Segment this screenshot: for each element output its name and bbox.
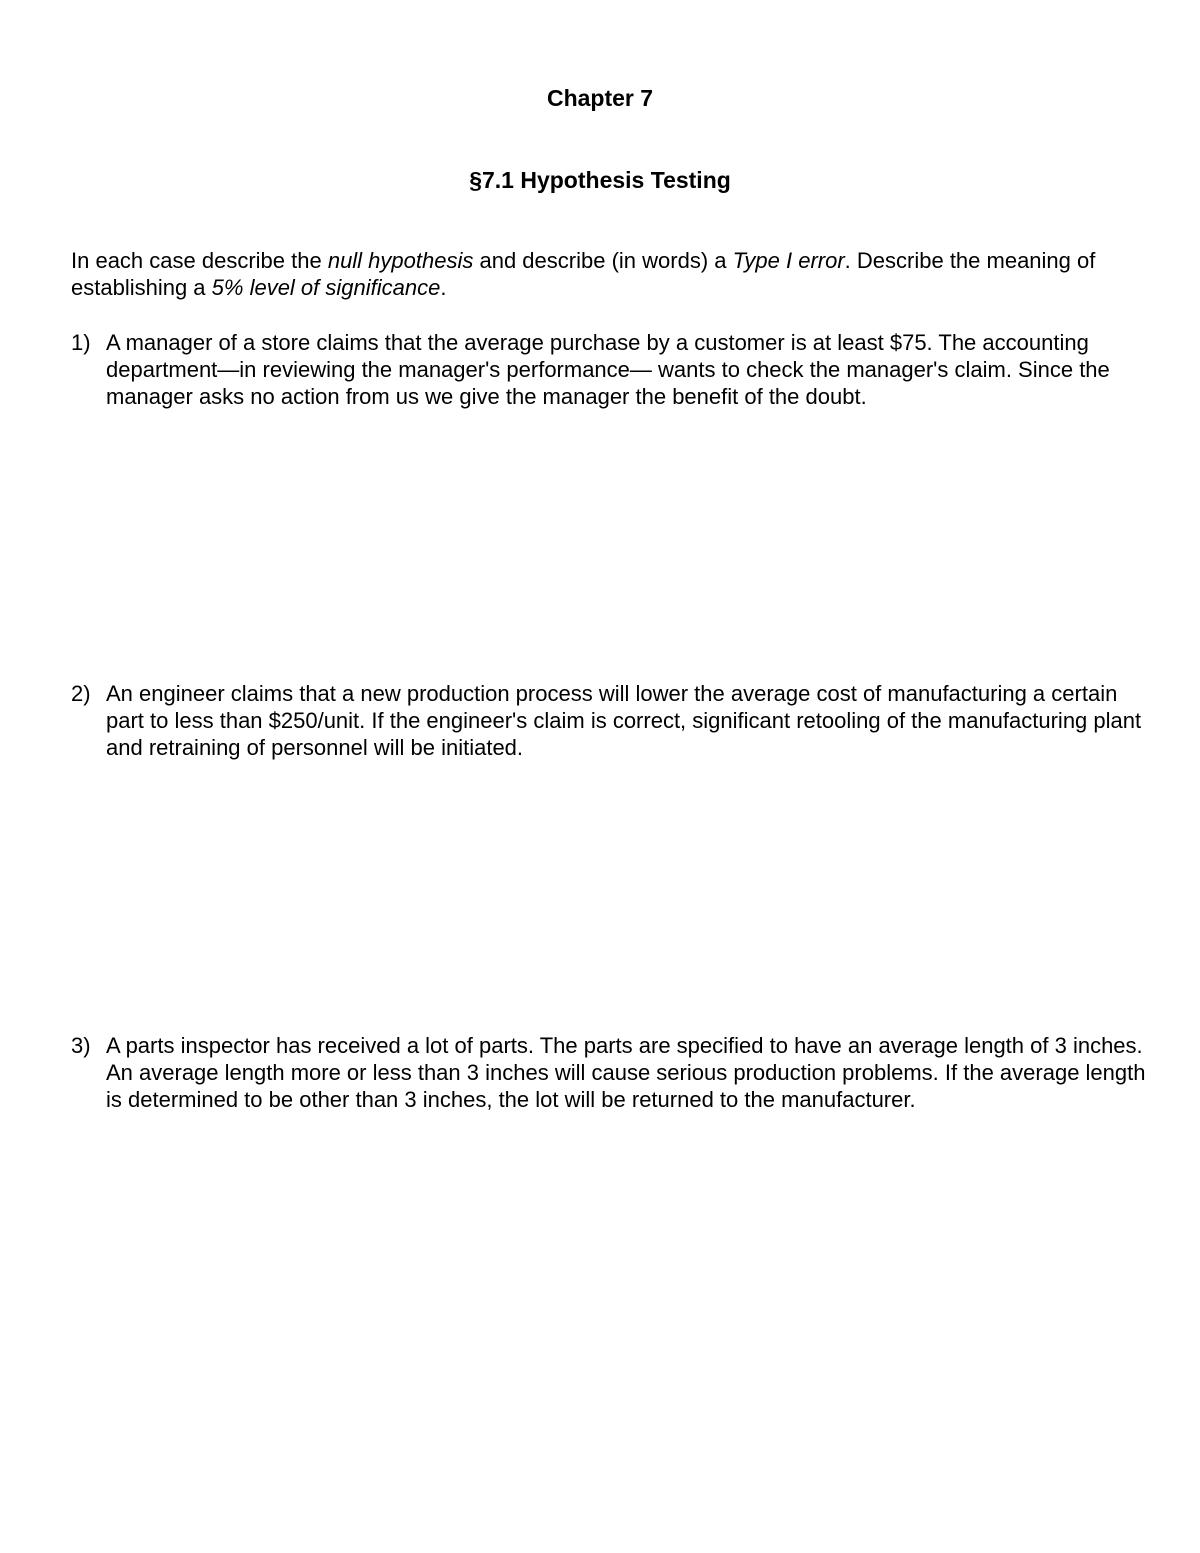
null-hypothesis-term: null hypothesis xyxy=(327,248,474,273)
question-number: 1) xyxy=(71,330,91,355)
chapter-title: Chapter 7 xyxy=(546,85,654,111)
intro-text-part-3: . Describe the meaning of establishing a xyxy=(71,248,1096,300)
section-title: §7.1 Hypothesis Testing xyxy=(469,167,731,193)
question-1 xyxy=(71,329,1151,410)
significance-level-term: 5% level of significance xyxy=(211,275,441,300)
type-i-error-term: Type I error xyxy=(732,248,845,273)
question-text: A manager of a store claims that the average purchase by a customer is at least $75. The accounting department—in reviewing the manager's performance— wants to check the manager's claim. Since the manager asks no action from us we give the manager the benefit of the doubt. xyxy=(106,330,1110,409)
intro-text-part-1: In each case describe the xyxy=(71,248,328,273)
question-2 xyxy=(71,680,1151,761)
intro-text-part-2: and describe (in words) a xyxy=(473,248,733,273)
intro-paragraph xyxy=(71,247,1141,301)
question-number: 3) xyxy=(71,1033,91,1058)
intro-text-part-4: . xyxy=(440,275,447,300)
question-text: An engineer claims that a new production process will lower the average cost of manufacturing a certain part to less than $250/unit. If the engineer's claim is correct, significant retooling of the manufacturing plant and retraining of personnel will be initiated. xyxy=(106,681,1142,760)
question-3 xyxy=(71,1032,1151,1113)
question-text: A parts inspector has received a lot of parts. The parts are specified to have an average length of 3 inches. An average length more or less than 3 inches will cause serious production problems. If the average length is determined to be other than 3 inches, the lot will be returned to the manufacturer. xyxy=(106,1033,1146,1112)
question-number: 2) xyxy=(71,681,91,706)
